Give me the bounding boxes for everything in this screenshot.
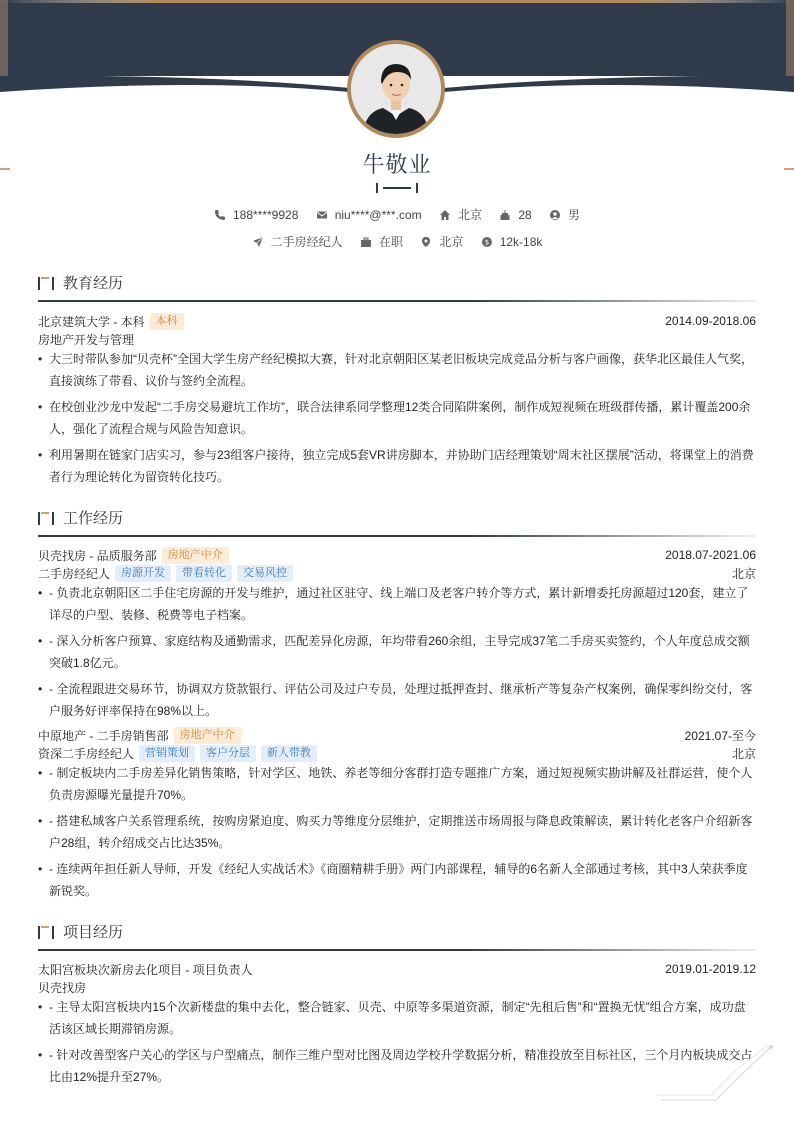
age-item xyxy=(499,208,531,222)
list-item: • - 搭建私域客户关系管理系统，按购房紧迫度、购买力等维度分层维护，定期推送市场周报与降息政策解读，累计转化老客户介绍新客户28组，转介绍成交占比达35%。 xyxy=(38,810,756,854)
job-role: 二手房经纪人 xyxy=(38,566,111,581)
phone-text: 188****9928 xyxy=(232,207,299,222)
list-item: • 大三时带队参加“贝壳杯”全国大学生房产经纪模拟大赛，针对北京朝阳区某老旧板块完成竞品分析与客户画像，获华北区最佳人气奖，直接演练了带看、议价与签约全流程。 xyxy=(38,348,756,392)
section-mark-icon xyxy=(38,511,55,525)
job-location: 北京 xyxy=(731,746,756,761)
gender-item xyxy=(549,206,580,223)
status-item xyxy=(360,233,403,250)
education-divider xyxy=(38,300,756,302)
skill-tag: 房源开发 xyxy=(115,565,171,582)
job-dates: 2018.07-2021.06 xyxy=(665,548,756,562)
job-intention-row xyxy=(0,233,794,251)
list-item: • - 深入分析客户预算、家庭结构及通勤需求，匹配差异化房源，年均带看260余组，主导完成37笔二手房买卖签约，个人年度总成交额突破1.8亿元。 xyxy=(38,630,756,674)
education-major-row xyxy=(38,330,756,348)
list-item: • 在校创业沙龙中发起“二手房交易避坑工作坊”，联合法律系同学整理12类合同陷阱案例，制作成短视频在班级群传播，累计覆盖200余人，强化了流程合规与风险告知意识。 xyxy=(38,396,756,440)
major: 房地产开发与管理 xyxy=(38,332,135,347)
phone-item xyxy=(214,208,298,222)
project-title: 太阳宫板块次新房去化项目 - 项目负责人 xyxy=(38,962,253,977)
status-text: 在职 xyxy=(378,235,403,249)
project-bullets xyxy=(38,996,756,1092)
job-role-row xyxy=(38,564,756,582)
gender-text: 男 xyxy=(568,208,581,222)
list-item: • 利用暑期在链家门店实习，参与23组客户接待，独立完成5套VR讲房脚本，并协助门店经理策划“周末社区摆展”活动，将课堂上的消费者行为理论转化为留资转化技巧。 xyxy=(38,444,756,488)
send-icon xyxy=(252,236,264,248)
project-heading: 项目经历 xyxy=(63,924,124,941)
project-header xyxy=(38,960,756,978)
job-role-row xyxy=(38,744,756,762)
avatar xyxy=(347,40,445,138)
job-bullets xyxy=(38,582,756,726)
candidate-name: 牛敬业 xyxy=(362,153,432,178)
company-name: 中原地产 - 二手房销售部 xyxy=(38,728,169,743)
briefcase-icon xyxy=(360,236,372,248)
age-text: 28 xyxy=(518,207,532,222)
industry-tag: 房地产中介 xyxy=(174,727,241,744)
project-dates: 2019.01-2019.12 xyxy=(665,962,756,976)
project-company-row xyxy=(38,978,756,996)
money-icon xyxy=(481,236,493,248)
work-section-title xyxy=(38,507,123,528)
list-item: • - 全流程跟进交易环节，协调双方贷款银行、评估公司及过户专员，处理过抵押查封、继承析产等复杂产权案例，确保零纠纷交付，客户服务好评率保持在98%以上。 xyxy=(38,678,756,722)
school-name: 北京建筑大学 - 本科 xyxy=(38,314,145,329)
job-bullets xyxy=(38,762,756,906)
salary-text: 12k-18k xyxy=(499,234,543,249)
education-section-title xyxy=(38,272,123,293)
email-icon xyxy=(316,209,328,221)
position-text: 二手房经纪人 xyxy=(270,235,343,249)
list-item: • - 制定板块内二手房差异化销售策略，针对学区、地铁、养老等细分客群打造专题推广方案，通过短视频实勘讲解及社群运营，使个人负责房源曝光量提升70%。 xyxy=(38,762,756,806)
degree-tag: 本科 xyxy=(150,313,184,330)
email-text: niu****@***.com xyxy=(334,207,422,222)
job-role: 资深二手房经纪人 xyxy=(38,746,135,761)
industry-tag: 房地产中介 xyxy=(162,547,229,564)
job-dates: 2021.07-至今 xyxy=(684,728,756,743)
gender-icon xyxy=(549,209,561,221)
section-mark-icon xyxy=(38,925,55,939)
work-divider xyxy=(38,535,756,537)
skill-tag: 带看转化 xyxy=(176,565,232,582)
corner-decoration xyxy=(656,1045,776,1105)
project-divider xyxy=(38,949,756,951)
avatar-photo xyxy=(351,44,441,134)
cake-icon xyxy=(499,209,511,221)
list-item: • - 针对改善型客户关心的学区与户型痛点，制作三维户型对比图及周边学校升学数据分析，精准投放至目标社区，三个月内板块成交占比由12%提升至27%。 xyxy=(38,1044,756,1088)
city-text: 北京 xyxy=(439,235,464,249)
hometown-item xyxy=(439,206,482,223)
skill-tag: 客户分层 xyxy=(200,745,256,762)
phone-icon xyxy=(214,209,226,221)
job-header xyxy=(38,726,756,744)
skill-tag: 交易风控 xyxy=(237,565,293,582)
home-icon xyxy=(439,209,451,221)
education-dates: 2014.09-2018.06 xyxy=(665,314,756,328)
section-mark-icon xyxy=(38,276,55,290)
company-name: 贝壳找房 - 品质服务部 xyxy=(38,548,157,563)
skill-tag: 新人带教 xyxy=(261,745,317,762)
job-location: 北京 xyxy=(731,566,756,581)
education-bullets xyxy=(38,348,756,492)
contact-row xyxy=(0,206,794,224)
position-item xyxy=(252,233,343,250)
location-icon xyxy=(420,236,432,248)
city-item xyxy=(420,233,463,250)
email-item xyxy=(316,208,422,222)
education-heading: 教育经历 xyxy=(63,275,124,292)
project-section-title xyxy=(38,921,123,942)
job-header xyxy=(38,546,756,564)
work-heading: 工作经历 xyxy=(63,510,124,527)
svg-text:$: $ xyxy=(484,238,489,246)
salary-item xyxy=(481,235,543,249)
name-divider xyxy=(376,183,418,193)
list-item: • - 主导太阳宫板块内15个次新楼盘的集中去化，整合链家、贝壳、中原等多渠道资源，制定“先租后售”和“置换无忧”组合方案，成功盘活该区域长期滞销房源。 xyxy=(38,996,756,1040)
education-header xyxy=(38,312,756,330)
hometown-text: 北京 xyxy=(457,208,482,222)
project-company: 贝壳找房 xyxy=(38,980,87,995)
list-item: • - 连续两年担任新人导师，开发《经纪人实战话术》《商圈精耕手册》两门内部课程，辅导的6名新人全部通过考核，其中3人荣获季度新锐奖。 xyxy=(38,858,756,902)
skill-tag: 营销策划 xyxy=(139,745,195,762)
list-item: • - 负责北京朝阳区二手住宅房源的开发与维护，通过社区驻守、线上端口及老客户转介等方式，累计新增委托房源超过120套，建立了详尽的户型、装修、税费等电子档案。 xyxy=(38,582,756,626)
